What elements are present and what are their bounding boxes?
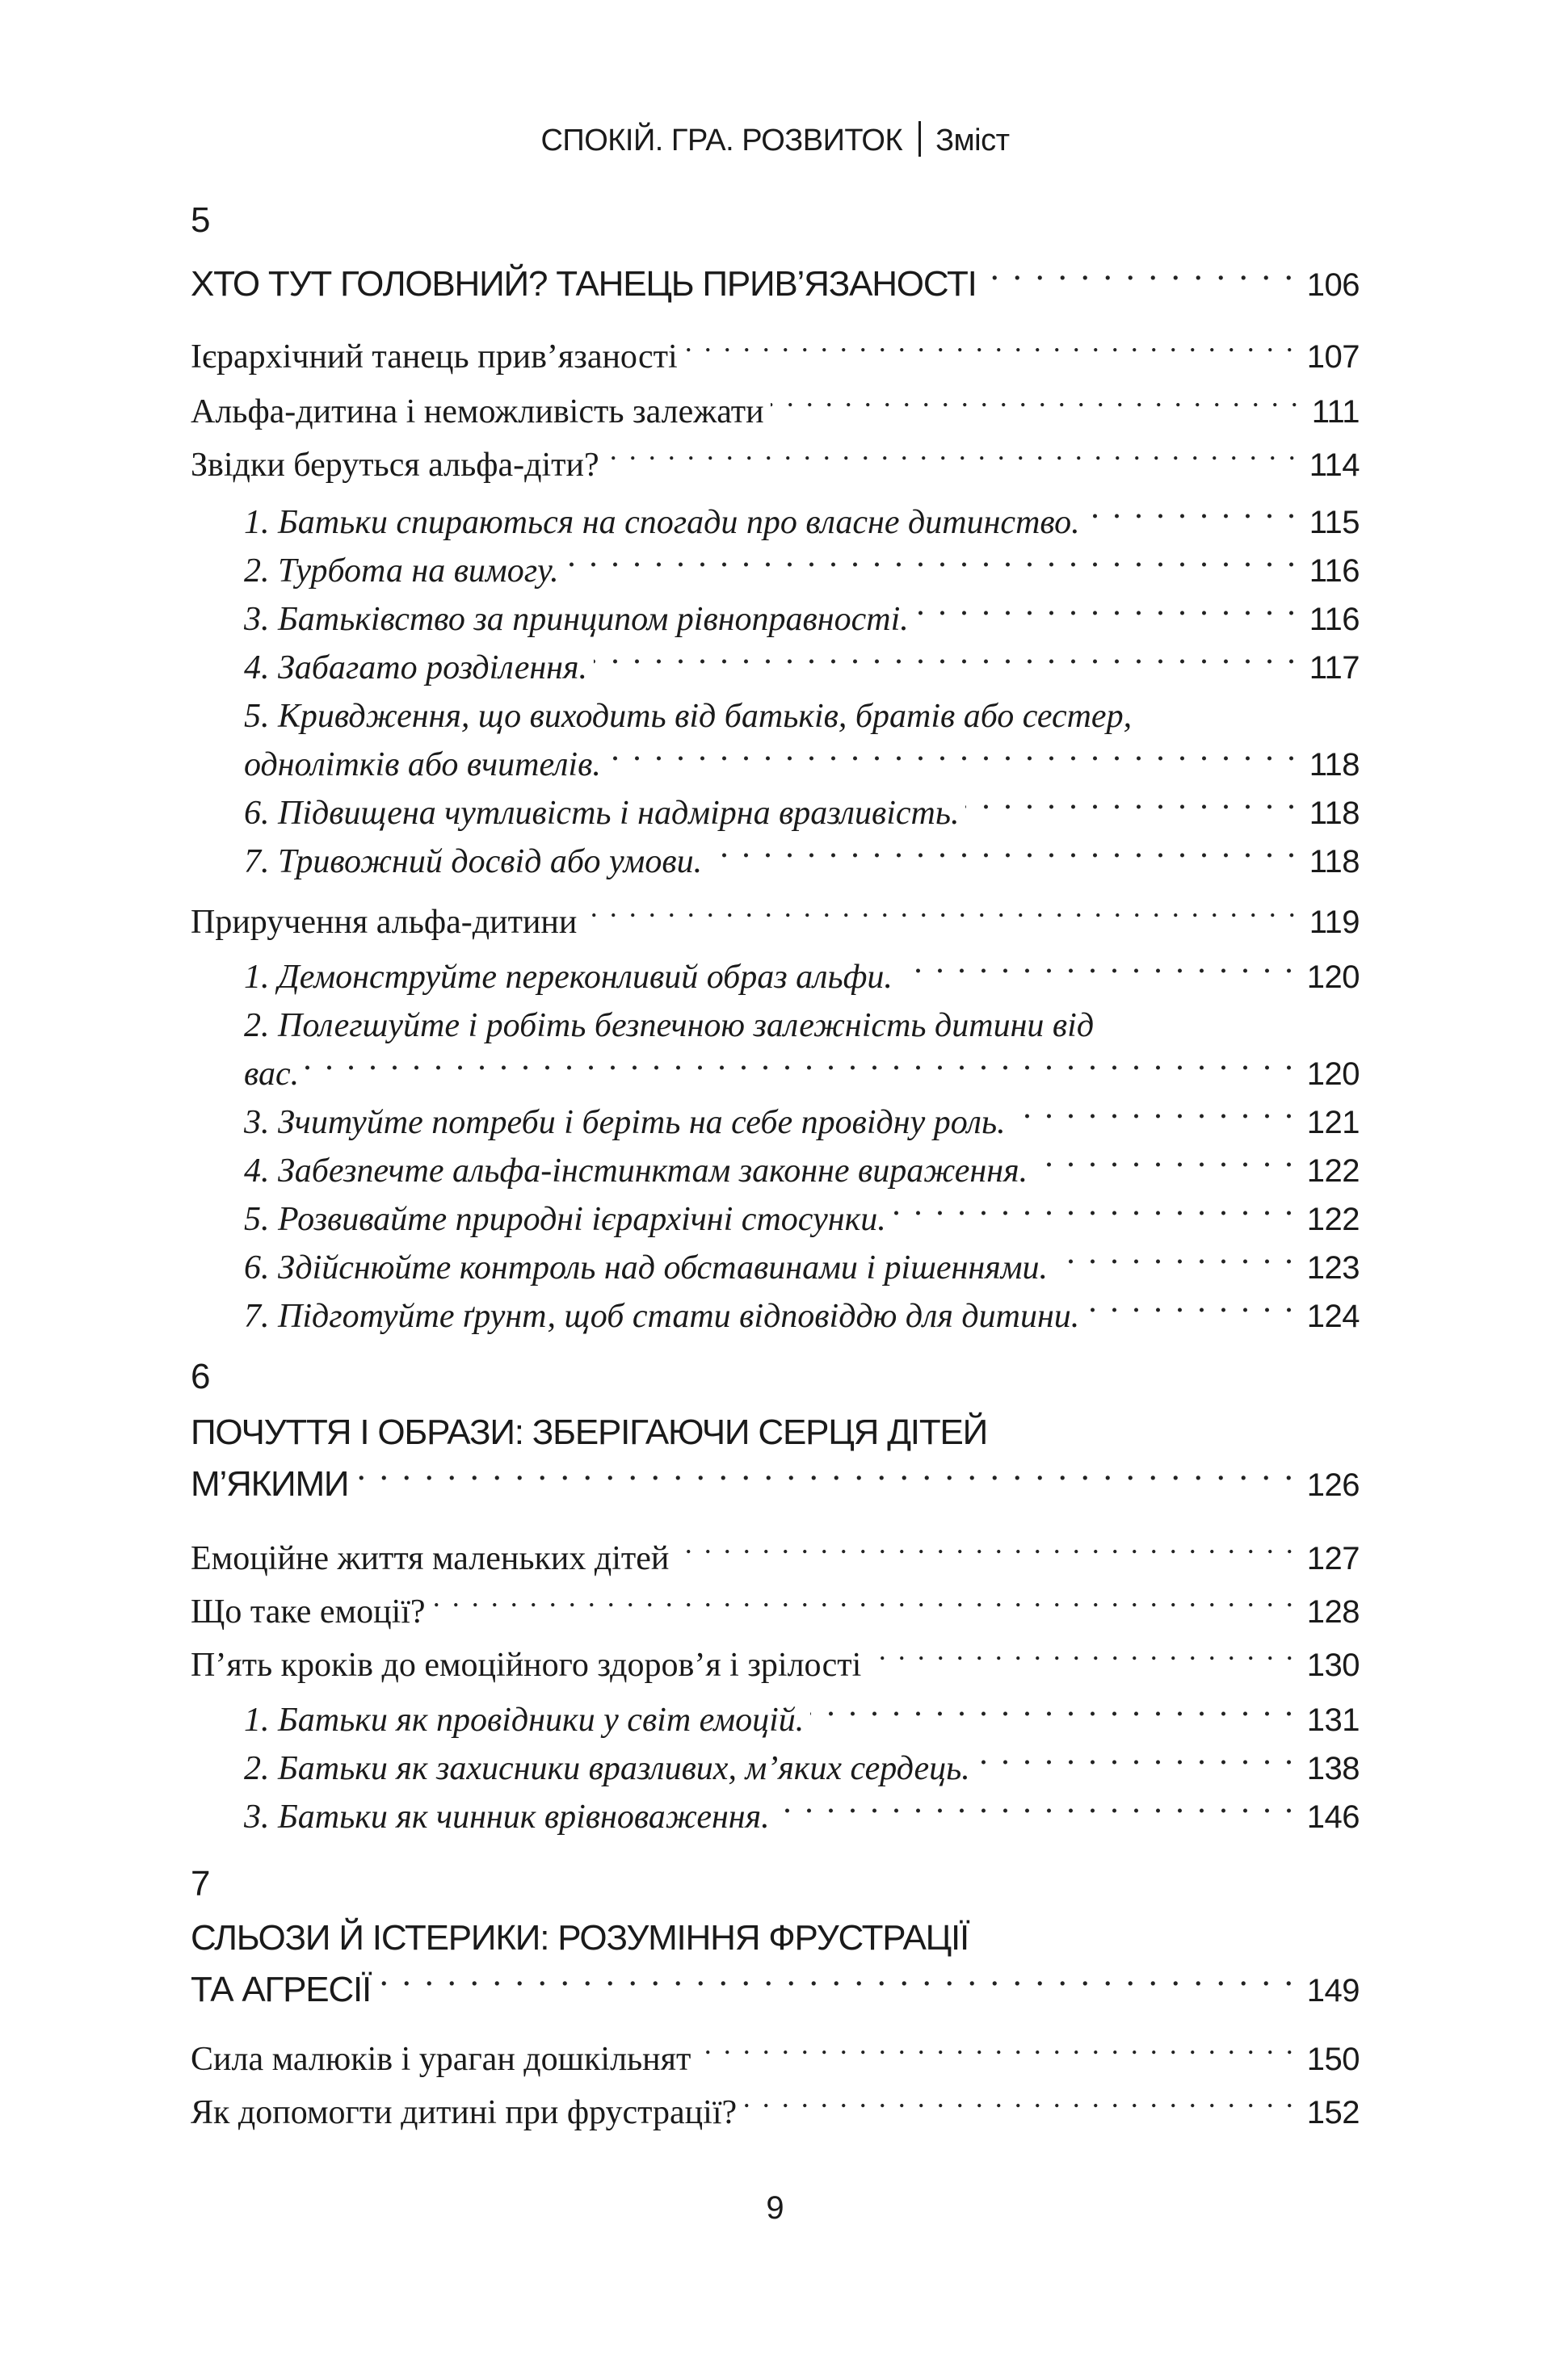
leader-dots: [1086, 1293, 1295, 1327]
subentry-title: 4. Забагато розділення.: [244, 649, 588, 686]
toc-subentry[interactable]: [244, 789, 1360, 837]
subentry-title: 7. Підготуйте ґрунт, щоб стати відповіддю для дитини.: [244, 1298, 1080, 1335]
page-number: 131: [1306, 1702, 1360, 1738]
entry-title: Сила малюків і ураган дошкільнят: [191, 2041, 691, 2078]
subentry-title: 2. Батьки як захисники вразливих, м’яких сердець.: [244, 1750, 970, 1787]
leader-dots: [565, 548, 1298, 581]
entry-title: Як допомогти дитині при фрустрації?: [191, 2094, 738, 2131]
subentry-title: 6. Здійснюйте контроль над обставинами і рішеннями.: [244, 1249, 1049, 1287]
toc-subentry[interactable]: [244, 547, 1360, 595]
page-number: 123: [1306, 1250, 1360, 1286]
subentry-title-line: однолітків або вчителів.: [244, 746, 601, 783]
leader-dots: [1054, 1245, 1296, 1278]
toc-subentry[interactable]: [244, 1098, 1360, 1147]
page-number: 126: [1306, 1467, 1360, 1503]
entry-title: Альфа-дитина і неможливість залежати: [191, 393, 764, 430]
chapter-title-line: М’ЯКИМИ: [191, 1464, 349, 1504]
leader-dots: [983, 260, 1296, 296]
toc-entry[interactable]: [191, 1534, 1360, 1583]
leader-dots: [965, 790, 1297, 824]
leader-dots: [594, 644, 1298, 678]
toc-entry[interactable]: [191, 1588, 1360, 1636]
toc-subentry[interactable]: [244, 837, 1360, 886]
leader-dots: [305, 1051, 1296, 1085]
leader-dots: [743, 2089, 1296, 2123]
subentry-title: 7. Тривожний досвід або умови.: [244, 843, 703, 880]
subentry-title: 3. Батьківство за принципом рівноправності.: [244, 601, 909, 638]
toc-subentry[interactable]: [244, 1793, 1360, 1841]
subentry-title-line: 5. Кривдження, що виходить від батьків, братів або сестер,: [244, 698, 1133, 735]
page-number: 117: [1309, 650, 1360, 686]
leader-dots: [771, 388, 1301, 422]
page-number: 130: [1306, 1648, 1360, 1683]
toc-subentry[interactable]: [244, 1744, 1360, 1793]
leader-dots: [899, 954, 1296, 988]
leader-dots: [697, 2036, 1295, 2070]
leader-dots: [583, 899, 1297, 933]
chapter-number: 6: [191, 1357, 211, 1396]
entry-title: Емоційне життя маленьких дітей: [191, 1540, 670, 1577]
page-number: 146: [1306, 1799, 1360, 1835]
page-number: 111: [1311, 394, 1360, 430]
chapter-title[interactable]: [191, 1407, 1360, 1511]
page-number: 122: [1306, 1202, 1360, 1237]
page-number: 152: [1306, 2095, 1360, 2130]
leader-dots: [893, 1196, 1296, 1230]
chapter-number: 7: [191, 1864, 211, 1904]
page-number: 118: [1309, 844, 1360, 879]
subentry-title: 3. Батьки як чинник врівноваження.: [244, 1799, 770, 1836]
page-number: 118: [1309, 795, 1360, 831]
page-number: 114: [1309, 447, 1360, 483]
subentry-title: 1. Батьки як провідники у світ емоцій.: [244, 1702, 805, 1739]
toc-entry[interactable]: [191, 2088, 1360, 2137]
toc-entry[interactable]: [191, 333, 1360, 381]
leader-dots: [977, 1745, 1296, 1779]
subentry-title: 3. Зчитуйте потреби і беріть на себе провідну роль.: [244, 1104, 1006, 1141]
page-number: 115: [1309, 505, 1360, 540]
leader-dots: [776, 1794, 1296, 1828]
toc-subentry[interactable]: [244, 1292, 1360, 1341]
toc-subentry[interactable]: [244, 692, 1360, 789]
toc-subentry[interactable]: [244, 1195, 1360, 1244]
running-head: [191, 121, 1360, 158]
page-number: 138: [1306, 1751, 1360, 1786]
page-number: 150: [1306, 2042, 1360, 2077]
entry-title: Звідки беруться альфа-діти?: [191, 447, 599, 484]
page-number: 119: [1309, 905, 1360, 940]
leader-dots: [432, 1589, 1296, 1622]
page-folio: 9: [766, 2190, 784, 2226]
page-number: 107: [1306, 339, 1360, 375]
entry-title: Ієрархічний танець прив’язаності: [191, 338, 678, 376]
toc-entry[interactable]: [191, 441, 1360, 489]
page-number: 116: [1309, 602, 1360, 637]
leader-dots: [1087, 499, 1298, 533]
entry-title: П’ять кроків до емоційного здоров’я і зрілості: [191, 1647, 862, 1684]
page-number: 106: [1306, 267, 1360, 303]
leader-dots: [675, 1535, 1295, 1569]
chapter-title-line: СЛЬОЗИ Й ІСТЕРИКИ: РОЗУМІННЯ ФРУСТРАЦІЇ: [191, 1918, 969, 1958]
leader-dots: [915, 596, 1298, 630]
page-number: 128: [1306, 1594, 1360, 1630]
toc-subentry[interactable]: [244, 1696, 1360, 1744]
leader-dots: [606, 442, 1298, 476]
leader-dots: [355, 1460, 1295, 1496]
leader-dots: [1034, 1148, 1296, 1182]
subentry-title-line: вас.: [244, 1056, 300, 1093]
toc-subentry[interactable]: [244, 498, 1360, 547]
toc-entry[interactable]: [191, 388, 1360, 436]
chapter-title[interactable]: [191, 1912, 1360, 2017]
toc-entry[interactable]: [191, 2035, 1360, 2084]
subentry-title: 2. Турбота на вимогу.: [244, 552, 559, 590]
page-number: 116: [1309, 553, 1360, 589]
chapter-title-line: ТА АГРЕСІЇ: [191, 1970, 372, 2009]
toc-subentry[interactable]: [244, 595, 1360, 644]
subentry-title: 5. Розвивайте природні ієрархічні стосунки.: [244, 1201, 886, 1238]
toc-subentry[interactable]: [244, 953, 1360, 1001]
chapter-title-line: ПОЧУТТЯ І ОБРАЗИ: ЗБЕРІГАЮЧИ СЕРЦЯ ДІТЕЙ: [191, 1412, 988, 1452]
subentry-title: 1. Батьки спираються на спогади про власне дитинство.: [244, 504, 1080, 541]
toc-subentry[interactable]: [244, 1001, 1360, 1098]
page-number: 124: [1306, 1299, 1360, 1334]
chapter-number: 5: [191, 200, 211, 240]
page-number: 118: [1309, 747, 1360, 783]
section-name: Зміст: [935, 124, 1010, 157]
page-number: 149: [1306, 1973, 1360, 2009]
page-number: 122: [1306, 1153, 1360, 1189]
toc-subentry[interactable]: [244, 1147, 1360, 1195]
chapter-title-text: ХТО ТУТ ГОЛОВНИЙ? ТАНЕЦЬ ПРИВ’ЯЗАНОСТІ: [191, 264, 977, 304]
toc-entry[interactable]: [191, 898, 1360, 947]
chapter-title[interactable]: [191, 258, 1360, 311]
subentry-title: 4. Забезпечте альфа-інстинктам законне вираження.: [244, 1152, 1028, 1190]
subentry-title-line: 2. Полегшуйте і робіть безпечною залежність дитини від: [244, 1007, 1095, 1044]
leader-dots: [810, 1697, 1296, 1731]
subentry-title: 1. Демонструйте переконливий образ альфи.: [244, 959, 893, 996]
toc-entry[interactable]: [191, 1641, 1360, 1690]
entry-title: Що таке емоції?: [191, 1593, 426, 1631]
entry-title: Приручення альфа-дитини: [191, 904, 578, 941]
page-number: 127: [1306, 1541, 1360, 1576]
page-number: 121: [1306, 1105, 1360, 1140]
page-number: 120: [1306, 1056, 1360, 1092]
toc-subentry[interactable]: [244, 644, 1360, 692]
leader-dots: [607, 741, 1298, 775]
header-divider: [918, 121, 921, 157]
page-number: 120: [1306, 959, 1360, 995]
leader-dots: [868, 1642, 1295, 1676]
book-title: СПОКІЙ. ГРА. РОЗВИТОК: [540, 124, 903, 157]
leader-dots: [377, 1966, 1296, 2001]
subentry-title: 6. Підвищена чутливість і надмірна вразливість.: [244, 795, 960, 832]
leader-dots: [684, 334, 1296, 367]
leader-dots: [708, 838, 1298, 872]
leader-dots: [1012, 1099, 1296, 1133]
toc-subentry[interactable]: [244, 1244, 1360, 1292]
